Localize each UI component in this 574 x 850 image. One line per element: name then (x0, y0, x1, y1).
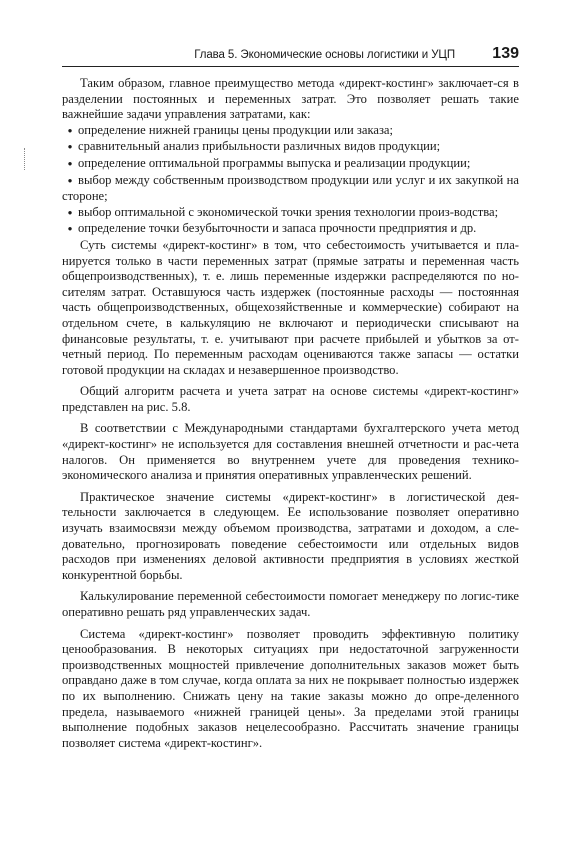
bullet-icon (62, 123, 78, 140)
list-item-text: выбор между собственным производством продукции или услуг и их закупкой на стороне; (62, 172, 519, 204)
list-item-text: сравнительный анализ прибыльности различных видов продукции; (78, 139, 441, 154)
list-item (62, 123, 519, 140)
list-item (62, 221, 519, 238)
bullet-icon (62, 221, 78, 238)
list-item (62, 205, 519, 222)
bullet-icon (62, 139, 78, 156)
running-head: Глава 5. Экономические основы логистики и УЦП (194, 49, 455, 61)
intro-paragraph: Таким образом, главное преимущество метода «директ-костинг» заключает-ся в разделении постоянных и переменных затрат. Это позволяет решать такие важнейшие задачи управления затратами, как: (62, 76, 519, 122)
task-list (62, 123, 519, 238)
paragraph-standards: В соответствии с Международными стандартами бухгалтерского учета метод «директ-костинг» не используется для составления внешней отчетности и рас-чета налогов. Он применяется во внутреннем учете для проведения технико-экономического анализа и принятия оперативных управленческих решений. (62, 421, 519, 483)
paragraph-essence: Суть системы «директ-костинг» в том, что себестоимость учитывается и пла-нируется только в части переменных затрат (прямые затраты и переменная часть общепроизводственных), т. е. лишь переменные издержки распределяются по но-сителям затрат. Оставшуюся часть издержек (постоянные расходы — постоянная часть общепроизводственных, общехозяйственные и коммерческие) собирают на отдельном счете, в калькуляцию не включают и периодически списывают на финансовые результаты, т. е. учитывают при расчете прибылей и убытков за от-четный период. По переменным расходам оцениваются также запасы — остатки готовой продукции на складах и незавершенное производство. (62, 237, 519, 377)
list-item-text: определение нижней границы цены продукции или заказа; (78, 122, 394, 137)
paragraph-costing: Калькулирование переменной себестоимости помогает менеджеру по логис-тике оперативно решать ряд управленческих задач. (62, 589, 519, 619)
page-body (62, 76, 519, 751)
page-header (62, 40, 519, 67)
list-item (62, 139, 519, 156)
list-item-text: выбор оптимальной с экономической точки зрения технологии произ-водства; (78, 204, 499, 219)
list-item-text: определение точки безубыточности и запаса прочности предприятия и др. (78, 221, 477, 236)
bullet-icon (62, 173, 78, 190)
list-item-text: определение оптимальной программы выпуска и реализации продукции; (78, 155, 471, 170)
list-item (62, 173, 519, 205)
bullet-icon (62, 156, 78, 173)
list-item (62, 156, 519, 173)
paragraph-algorithm: Общий алгоритм расчета и учета затрат на основе системы «директ-костинг» представлен на рис. 5.8. (62, 384, 519, 414)
bullet-icon (62, 205, 78, 222)
paragraph-pricing: Система «директ-костинг» позволяет проводить эффективную политику ценообразования. В некоторых ситуациях при недостаточной загруженности производственных мощностей привлечение дополнительных заказов может быть оправдано даже в том случае, когда оплата за них не покрывает полностью издержек по их выполнению. Снижать цену на такие заказы можно до опре-деленного предела, называемого «нижней границей цены». За пределами этой границы выполнение подобных заказов нецелесообразно. Рассчитать значение границы позволяет система «директ-костинг». (62, 626, 519, 750)
paragraph-practical: Практическое значение системы «директ-костинг» в логистической дея-тельности заключается в следующем. Ее использование позволяет оперативно изучать взаимосвязи между объемом производства, затратами и доходом, а сле-довательно, прогнозировать поведение себестоимости или отдельных видов расходов при изменениях деловой активности предприятия в условиях жесткой конкурентной борьбы. (62, 489, 519, 582)
scan-edge-mark (24, 148, 26, 170)
page-number: 139 (492, 45, 519, 62)
